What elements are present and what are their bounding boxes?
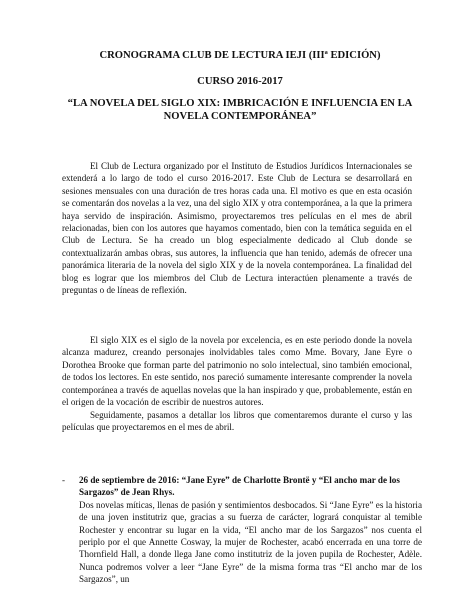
list-item <box>62 474 422 586</box>
session-description: Dos novelas míticas, llenas de pasión y sentimientos desbocados. Si “Jane Eyre” es la historia de una joven institutriz que, gracias a su fuerza de carácter, logrará conquistar al temible Rochester y encontrar su lugar en la vida, “El ancho mar de los Sargazos” nos cuenta el periplo por el que Annette Cosway, la mujer de Rochester, acabó encerrada en una torre de Thornfield Hall, a donde llega Jane como institutriz de la joven pupila de Rochester, Adèle. Nunca podremos volver a leer “Jane Eyre” de la misma forma tras “El ancho mar de los Sargazos”, un <box>79 499 422 585</box>
session-title: 26 de septiembre de 2016: “Jane Eyre” de Charlotte Brontë y “El ancho mar de los Sargazos” de Jean Rhys. <box>79 475 400 498</box>
course-year-heading: CURSO 2016-2017 <box>197 76 283 87</box>
intro-paragraph: El Club de Lectura organizado por el Instituto de Estudios Jurídicos Internacionales se extenderá a lo largo de todo el curso 2016-2017. Este Club de Lectura se desarrollará en sesiones mensuales con una duración de tres horas cada una. El motivo es que en esta ocasión se comentarán dos novelas a la vez, una del siglo XIX y otra contemporánea, a la que la primera haya servido de inspiración. Asimismo, proyectaremos tres películas en el mes de abril relacionadas, bien con los autores que hayamos comentado, bien con la temática seguida en el Club de Lectura. Se ha creado un blog especialmente dedicado al Club donde se contextualizarán ambas obras, sus autores, la influencia que han tenido, además de ofrecer una panorámica literaria de la novela del siglo XIX y de la novela contemporánea. La finalidad del blog es lograr que los miembros del Club de Lectura interactúen plenamente a través de preguntas o de líneas de reflexión. <box>62 161 412 296</box>
theme-heading: “LA NOVELA DEL SIGLO XIX: IMBRICACIÓN E INFLUENCIA EN LA NOVELA CONTEMPORÁNEA” <box>67 98 413 122</box>
context-paragraph: El siglo XIX es el siglo de la novela por excelencia, es en este periodo donde la novela alcanza madurez, creando personajes inolvidables tales como Mme. Bovary, Jane Eyre o Dorothea Brooke que forman parte del patrimonio no solo intelectual, sino también emocional, de todos los lectores. En este sentido, nos pareció sumamente interesante comprender la novela contemporánea a través de aquellas novelas que la han inspirado y que, probablemente, están en el origen de la vocación de escribir de nuestros autores. <box>62 335 412 408</box>
document-title: CRONOGRAMA CLUB DE LECTURA IEJI (IIIª EDICIÓN) <box>99 50 381 61</box>
schedule-list <box>62 474 422 586</box>
bullet-dash: - <box>62 475 66 485</box>
transition-paragraph: Seguidamente, pasamos a detallar los libros que comentaremos durante el curso y las películas que proyectaremos en el mes de abril. <box>62 410 412 433</box>
